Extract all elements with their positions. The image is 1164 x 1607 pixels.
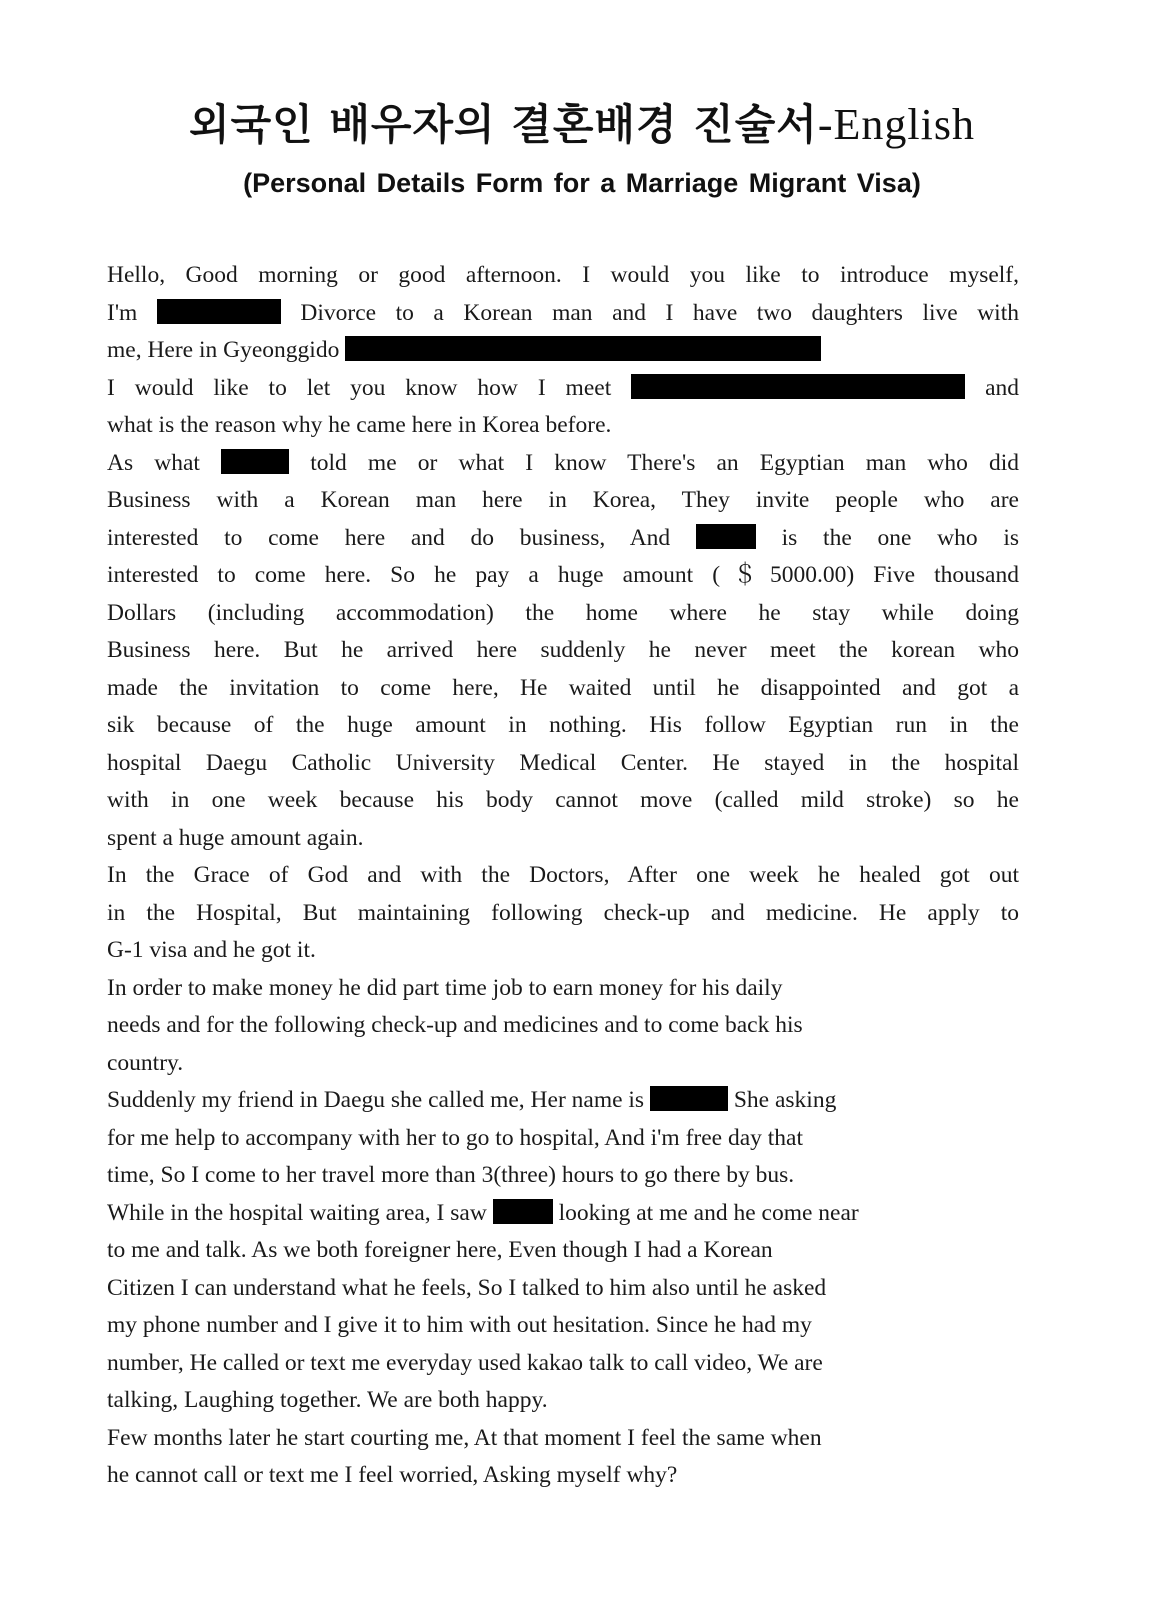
redaction-bar [650,1086,728,1111]
text-line: interested to come here and do business, And is the one who is [107,524,1019,551]
text-line: Few months later he start courting me, At that moment I feel the same when [107,1424,822,1451]
document-title [0,92,1164,152]
text-line: In the Grace of God and with the Doctors, After one week he healed got out [107,862,1019,888]
text-line: country. [107,1049,184,1076]
redaction-bar [696,524,756,549]
text-line: talking, Laughing together. We are both happy. [107,1387,548,1413]
redaction-bar [157,299,281,324]
text-line: I'm Divorce to a Korean man and I have two daughters live with [107,299,1019,326]
title-english: -English [817,100,975,149]
text-line: what is the reason why he came here in Korea before. [107,412,612,438]
text-line: sik because of the huge amount in nothing. His follow Egyptian run in the [107,712,1019,738]
text-line: I would like to let you know how I meet and [107,374,1019,401]
text-line: Suddenly my friend in Daegu she called me, Her name is She asking [107,1087,837,1113]
text-line: interested to come here. So he pay a huge amount (＄5000.00) Five thousand [107,562,1019,588]
text-line: As what told me or what I know There's an Egyptian man who did [107,449,1019,476]
title-korean: 외국인 배우자의 결혼배경 진술서 [189,100,818,149]
text-line: While in the hospital waiting area, I saw looking at me and he come near [107,1199,859,1226]
text-line: in the Hospital, But maintaining following check-up and medicine. He apply to [107,899,1019,926]
text-line: Citizen I can understand what he feels, So I talked to him also until he asked [107,1274,827,1301]
text-line: to me and talk. As we both foreigner here, Even though I had a Korean [107,1237,773,1263]
text-line: with in one week because his body cannot move (called mild stroke) so he [107,787,1019,813]
redaction-bar [345,336,821,361]
text-line: Business with a Korean man here in Korea, They invite people who are [107,487,1019,513]
text-line: needs and for the following check-up and medicines and to come back his [107,1012,803,1038]
text-line: for me help to accompany with her to go to hospital, And i'm free day that [107,1124,804,1151]
redaction-bar [221,449,289,474]
text-line: he cannot call or text me I feel worried, Asking myself why? [107,1462,678,1488]
text-line: hospital Daegu Catholic University Medical Center. He stayed in the hospital [107,749,1019,776]
text-line: Dollars (including accommodation) the home where he stay while doing [107,599,1019,626]
text-line: spent a huge amount again. [107,824,364,851]
text-line: Business here. But he arrived here suddenly he never meet the korean who [107,637,1019,663]
text-line: In order to make money he did part time job to earn money for his daily [107,974,783,1001]
text-line: me, Here in Gyeonggido [107,332,1019,370]
document-subtitle: (Personal Details Form for a Marriage Migrant Visa) [243,168,921,198]
redaction-bar [493,1199,553,1224]
text-line: made the invitation to come here, He waited until he disappointed and got a [107,674,1019,701]
redaction-bar [631,374,965,399]
text-line: my phone number and I give it to him with out hesitation. Since he had my [107,1312,812,1338]
text-line: time, So I come to her travel more than 3(three) hours to go there by bus. [107,1162,795,1188]
text-line: G-1 visa and he got it. [107,937,316,963]
letter-body [107,257,1019,1495]
text-line: Hello, Good morning or good afternoon. I would you like to introduce myself, [107,262,1019,288]
text-line: number, He called or text me everyday used kakao talk to call video, We are [107,1349,823,1376]
